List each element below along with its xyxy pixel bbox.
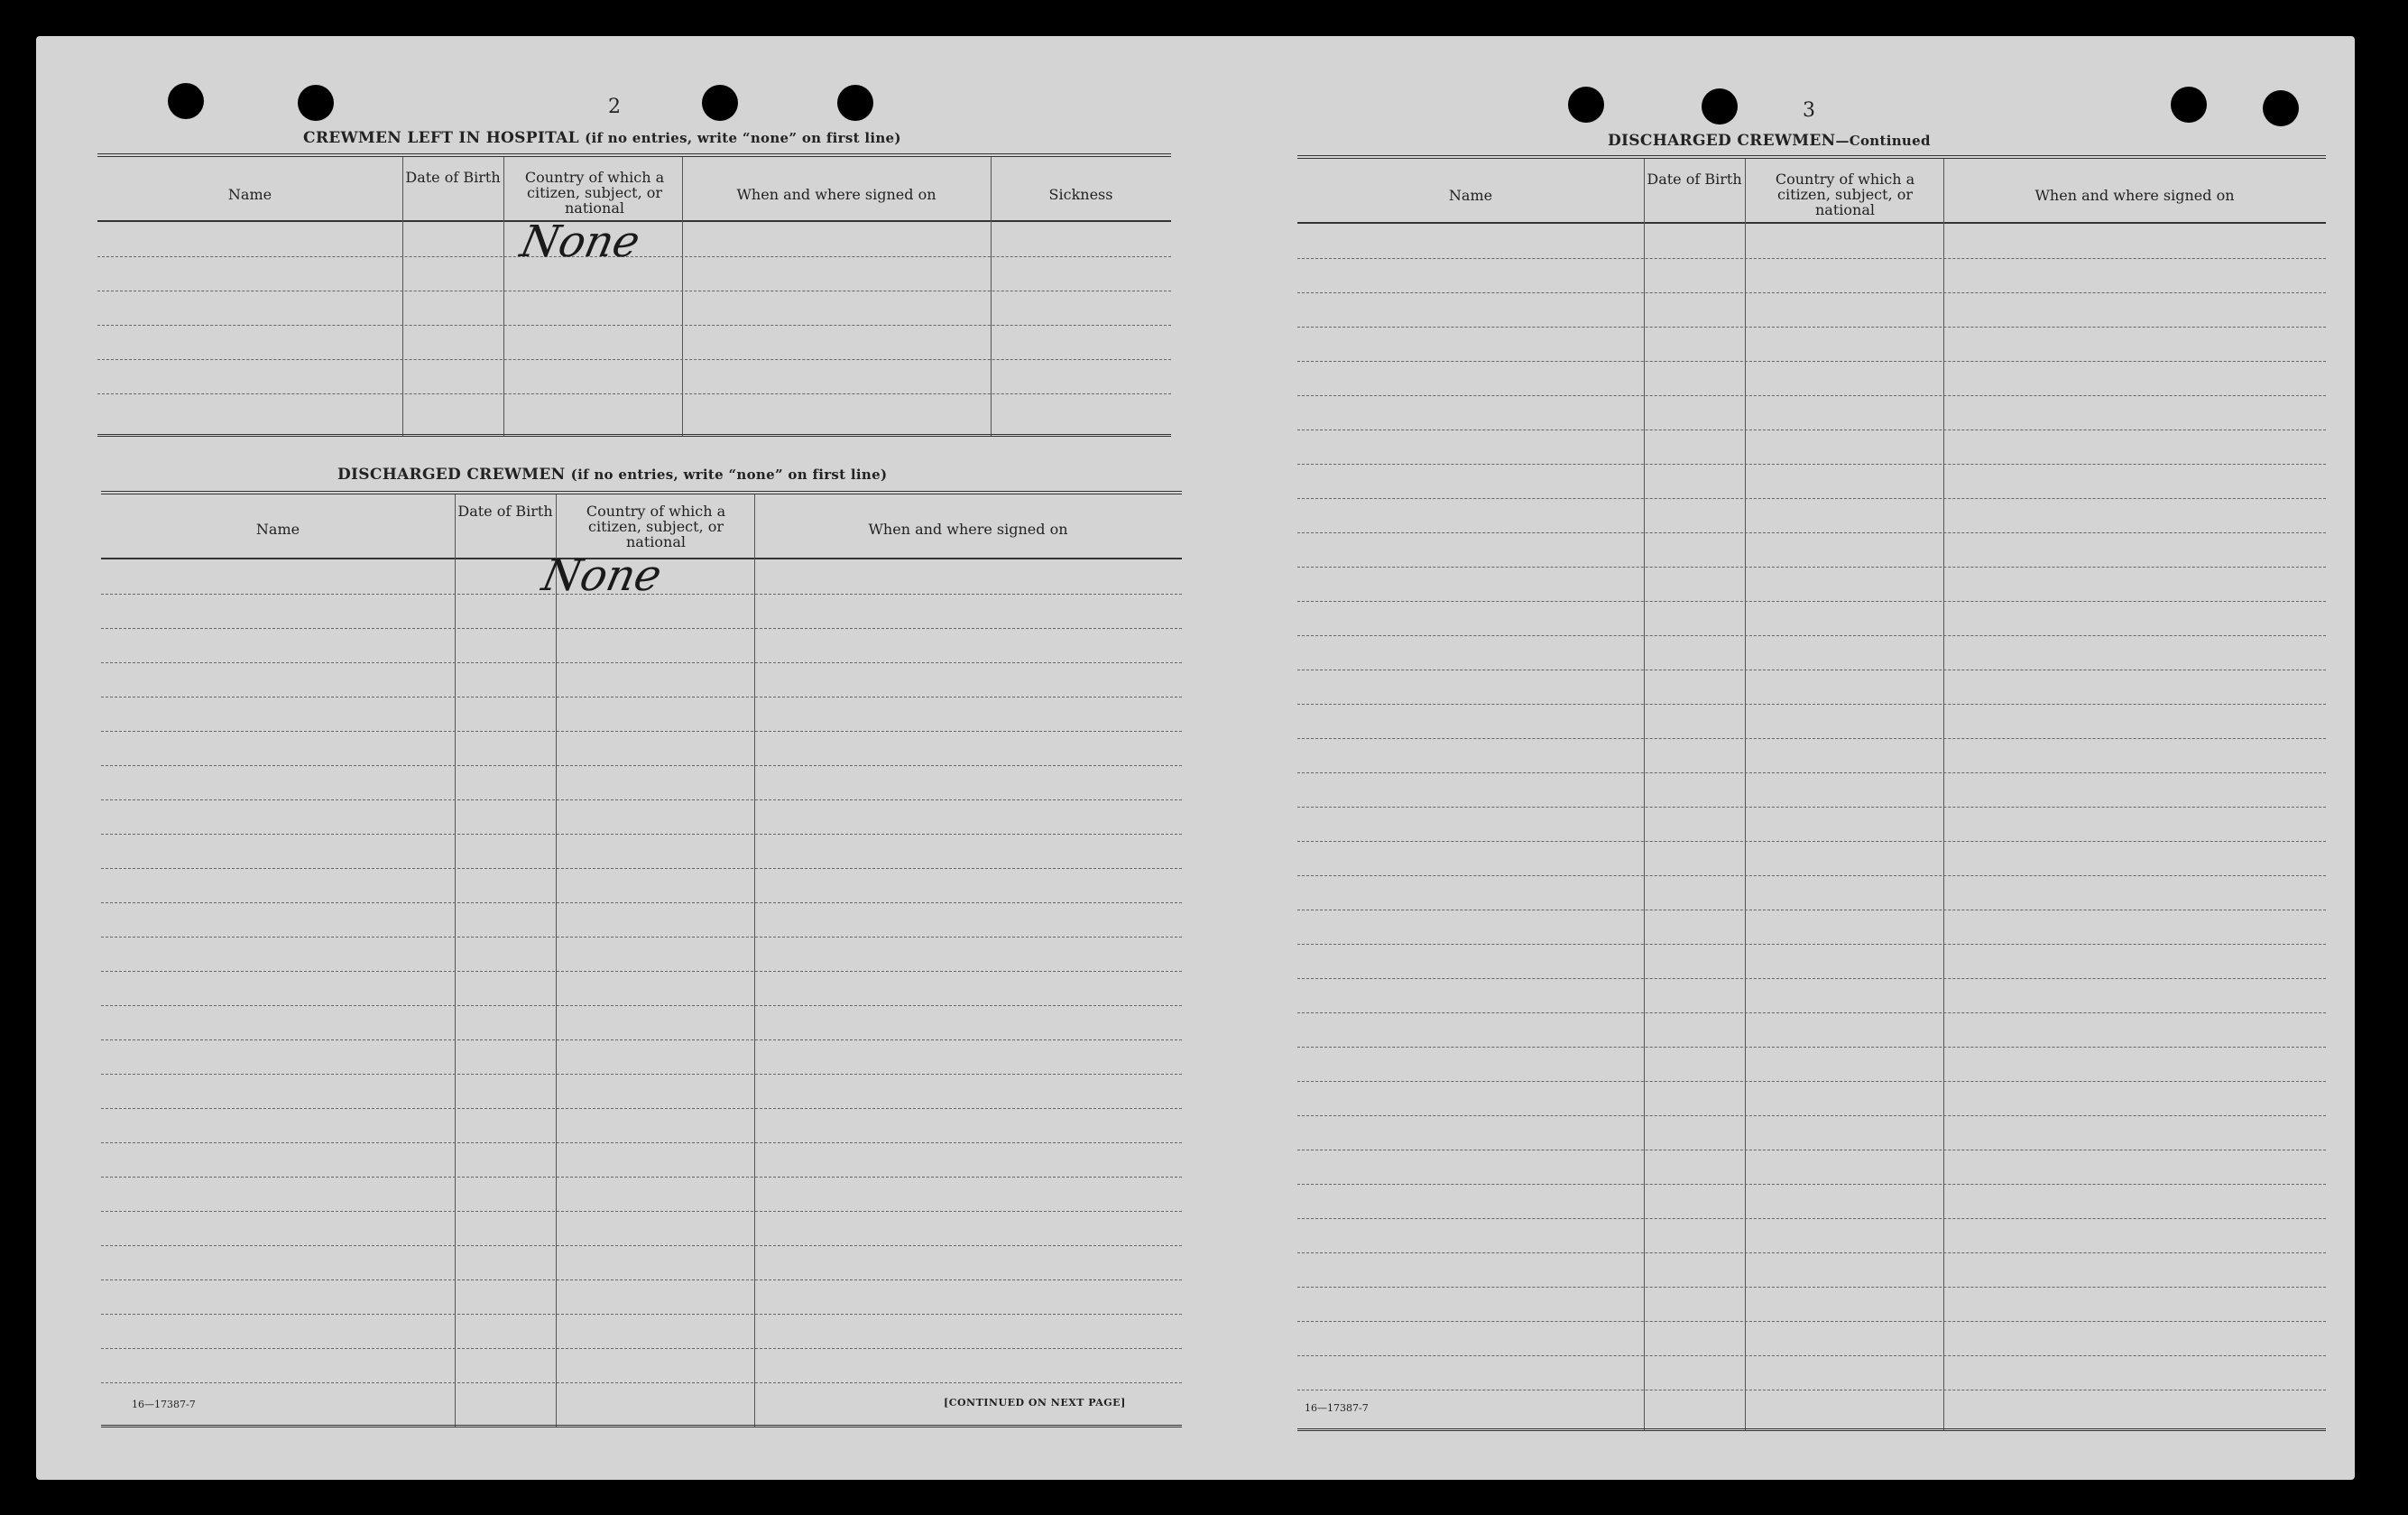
table-row [1297, 1012, 2326, 1013]
table-row [1297, 1115, 2326, 1116]
hospital-section-title [303, 129, 901, 147]
column-header-name: Name [1448, 187, 1493, 204]
left-page [36, 36, 1200, 1480]
column-divider [1745, 159, 1746, 1431]
discharged-continued-title [1608, 132, 1931, 150]
table-bottom-rule [101, 1425, 1182, 1427]
hospital-title-note: (if no entries, write “none” on first line) [585, 130, 901, 146]
table-row [1297, 601, 2326, 602]
table-row [101, 834, 1182, 835]
column-header-signed-on: When and where signed on [2034, 187, 2235, 204]
table-row [101, 628, 1182, 629]
table-row [1297, 1218, 2326, 1219]
punch-hole [702, 85, 738, 121]
column-header-date-of-birth: Date of Birth [405, 169, 501, 186]
table-row [1297, 978, 2326, 979]
table-row [101, 1142, 1182, 1143]
column-divider [503, 157, 504, 437]
table-row [101, 731, 1182, 732]
column-divider [455, 494, 456, 1427]
table-row [101, 1348, 1182, 1349]
page-number: 3 [1803, 99, 1815, 122]
table-row [101, 1245, 1182, 1246]
punch-hole [2263, 90, 2299, 126]
table-row [1297, 292, 2326, 293]
table-row [1297, 1321, 2326, 1322]
table-row [1297, 258, 2326, 259]
column-header-name: Name [255, 521, 300, 538]
right-page [1236, 36, 2355, 1480]
table-row [101, 1314, 1182, 1315]
discharged-title-note: (if no entries, write “none” on first line) [570, 467, 888, 483]
discharged-table [101, 491, 1182, 1427]
table-row [1297, 875, 2326, 876]
column-header-date-of-birth: Date of Birth [457, 503, 553, 520]
punch-hole [298, 85, 334, 121]
table-row [101, 765, 1182, 766]
table-row [101, 868, 1182, 869]
table-row [101, 1382, 1182, 1383]
table-row [1297, 1081, 2326, 1082]
column-divider [1943, 159, 1944, 1431]
table-row [101, 799, 1182, 800]
table-row [1297, 532, 2326, 533]
table-row [1297, 327, 2326, 328]
table-row [1297, 1252, 2326, 1253]
table-row [1297, 704, 2326, 705]
table-row [1297, 395, 2326, 396]
table-row [101, 937, 1182, 938]
table-bottom-rule [1297, 1428, 2326, 1431]
table-row [1297, 1047, 2326, 1048]
table-row [1297, 567, 2326, 568]
table-row [101, 1074, 1182, 1075]
form-code: 16—17387-7 [1305, 1402, 1369, 1414]
table-row [101, 662, 1182, 663]
table-row [1297, 361, 2326, 362]
table-row [101, 1279, 1182, 1280]
column-header-country: Country of which a citizen, subject, or national [524, 169, 665, 217]
form-code: 16—17387-7 [132, 1399, 196, 1410]
table-row [1297, 944, 2326, 945]
column-header-sickness: Sickness [1048, 186, 1113, 203]
discharged-continued-title-bold: DISCHARGED CREWMEN [1608, 132, 1836, 150]
column-header-signed-on: When and where signed on [868, 521, 1068, 538]
handwritten-entry: None [516, 217, 645, 267]
table-row [1297, 841, 2326, 842]
table-bottom-rule [97, 434, 1171, 437]
document-sheet [36, 36, 2355, 1480]
table-row [101, 1211, 1182, 1212]
column-divider [1644, 159, 1645, 1431]
punch-hole [1568, 87, 1604, 123]
column-divider [556, 494, 557, 1427]
table-row [101, 902, 1182, 903]
handwritten-entry: None [538, 550, 667, 601]
table-row [1297, 772, 2326, 773]
table-row [101, 1005, 1182, 1006]
table-row [1297, 1287, 2326, 1288]
table-row [1297, 738, 2326, 739]
column-header-country: Country of which a citizen, subject, or national [586, 503, 726, 550]
table-row [1297, 1184, 2326, 1185]
page-number: 2 [608, 96, 621, 118]
discharged-section-title [337, 466, 887, 484]
discharged-continued-table [1297, 155, 2326, 1431]
discharged-continued-suffix: —Continued [1835, 133, 1931, 149]
table-row [97, 393, 1171, 394]
punch-hole [1702, 88, 1738, 125]
table-row [1297, 807, 2326, 808]
continued-note: [CONTINUED ON NEXT PAGE] [944, 1397, 1126, 1409]
hospital-table [97, 153, 1171, 437]
punch-hole [2171, 87, 2207, 123]
hospital-title-bold: CREWMEN LEFT IN HOSPITAL [303, 129, 579, 147]
table-row [101, 1177, 1182, 1178]
table-row [1297, 498, 2326, 499]
column-header-signed-on: When and where signed on [736, 186, 936, 203]
table-row [97, 325, 1171, 326]
table-row [101, 1039, 1182, 1040]
column-divider [754, 494, 755, 1427]
discharged-title-bold: DISCHARGED CREWMEN [337, 466, 566, 484]
column-header-country: Country of which a citizen, subject, or national [1775, 171, 1915, 218]
table-row [1297, 464, 2326, 465]
column-header-date-of-birth: Date of Birth [1647, 171, 1742, 188]
table-row [1297, 1355, 2326, 1356]
column-header-name: Name [227, 186, 272, 203]
table-row [97, 359, 1171, 360]
table-row [101, 971, 1182, 972]
punch-hole [168, 83, 204, 119]
column-divider [402, 157, 403, 437]
table-row [1297, 635, 2326, 636]
table-row [101, 1108, 1182, 1109]
punch-hole [837, 85, 873, 121]
